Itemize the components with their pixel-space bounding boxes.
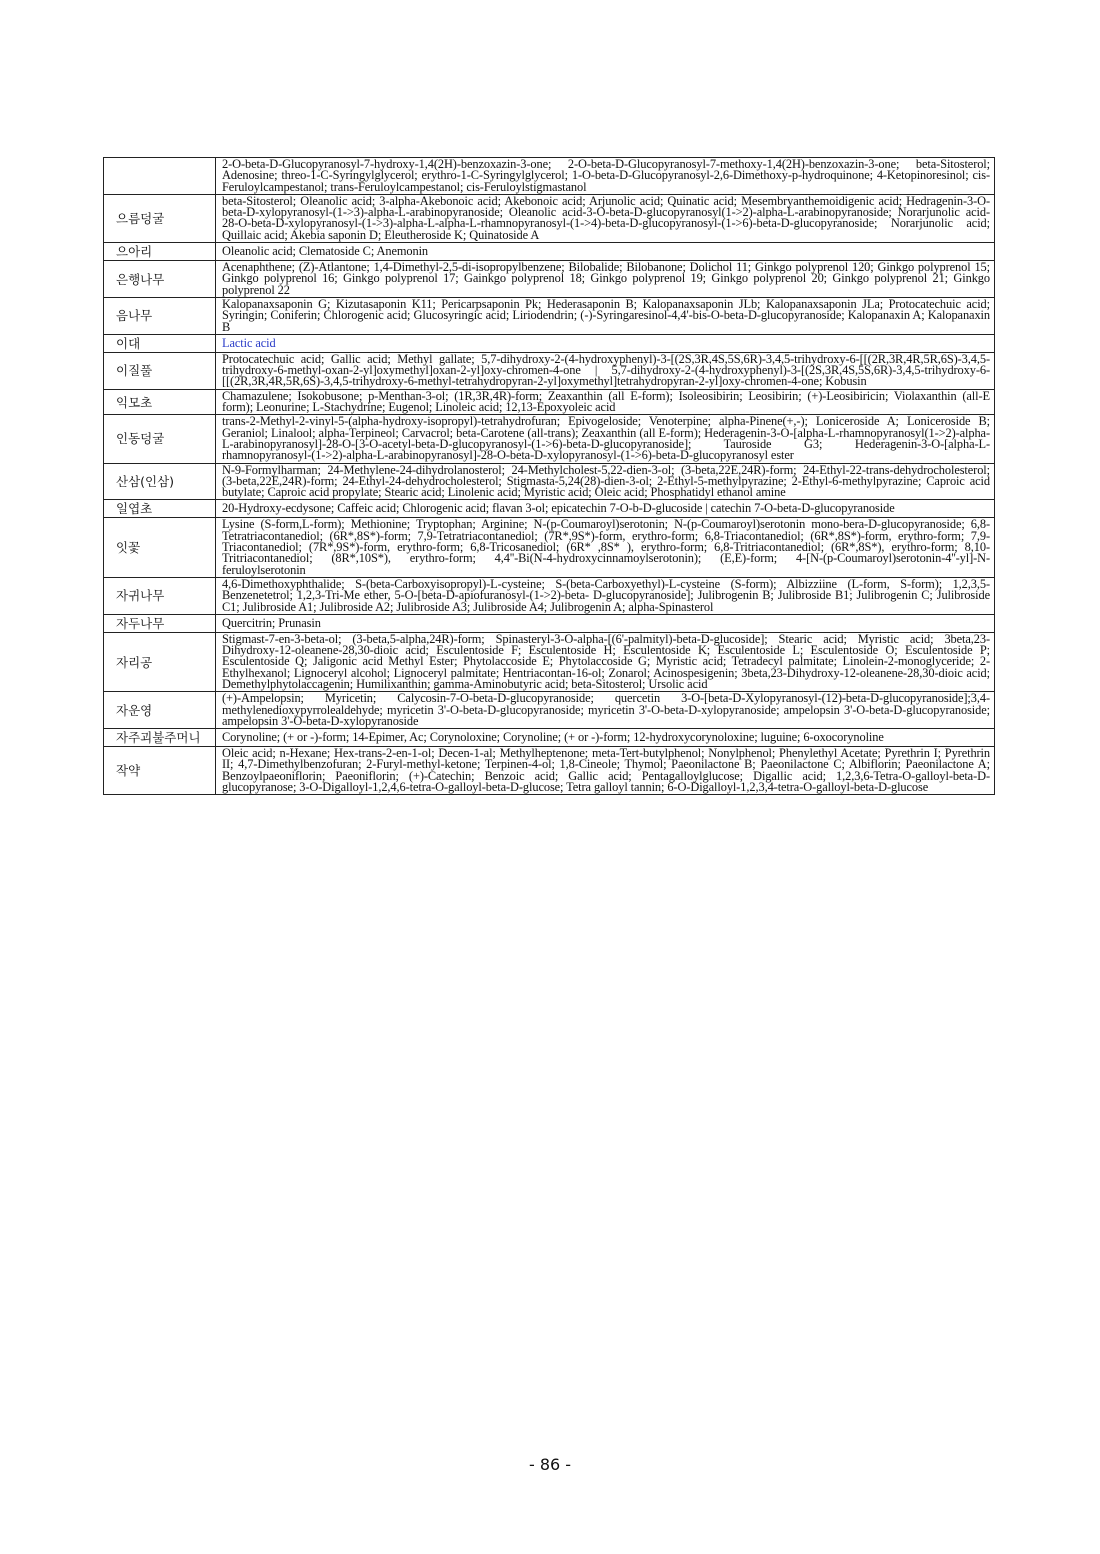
plant-name-cell: 자운영 [104,692,216,729]
compounds-cell: N-9-Formylharman; 24-Methylene-24-dihydrolanosterol; 24-Methylcholest-5,22-dien-3-ol; (3-beta,22E,24R)-form; 24-Ethyl-22-trans-dehydrocholesterol; (3-beta,22E,24R)-form; 24-Ethyl-24-dehydrocholesterol; Stigmasta-5,24(28)-dien-3-ol; 2-Ethyl-5-methylpyrazine; 2-Ethyl-6-methylpyrazine; Caproic acid butylate; Caproic acid propylate; Stearic acid; Linolenic acid; Myristic acid; Oleic acid; Phosphatidyl ethanol amine [216,463,995,500]
compounds-cell: 2-O-beta-D-Glucopyranosyl-7-hydroxy-1,4(2H)-benzoxazin-3-one; 2-O-beta-D-Glucopyranosyl-7-methoxy-1,4(2H)-benzoxazin-3-one; beta-Sitosterol; Adenosine; threo-1-C-Syringylglycerol; erythro-1-C-Syringylglycerol; 1-O-beta-D-Glucopyranosyl-2,6-Dimethoxy-p-hydroquinone; 4-Ketopinoresinol; cis-Feruloylcampestanol; trans-Feruloylcampestanol; cis-Feruloylstigmastanol [216,158,995,195]
table-row [104,243,995,261]
compounds-cell: Acenaphthene; (Z)-Atlantone; 1,4-Dimethyl-2,5-di-isopropylbenzene; Bilobalide; Bilobanone; Dolichol 11; Ginkgo polyprenol 120; Ginkgo polyprenol 15; Ginkgo polyprenol 16; Ginkgo polyprenol 17; Gainkgo polyprenol 18; Ginkgo polyprenol 19; Ginkgo polyprenol 20; Ginkgo polyprenol 21; Ginkgo polyprenol 22 [216,261,995,298]
plant-name-cell: 이질풀 [104,352,216,389]
plant-name-cell: 으름덩굴 [104,194,216,242]
plant-name-cell: 으아리 [104,243,216,261]
compounds-cell: Protocatechuic acid; Gallic acid; Methyl gallate; 5,7-dihydroxy-2-(4-hydroxyphenyl)-3-[(2S,3R,4S,5S,6R)-3,4,5-trihydroxy-6-[[(2R,3R,4R,5R,6S)-3,4,5-trihydroxy-6-methyl-oxan-2-yl]oxymethyl]oxan-2-yl]oxy-chromen-4-one | 5,7-dihydroxy-2-(4-hydroxyphenyl)-3-[(2S,3R,4S,5S,6R)-3,4,5-trihydroxy-6-[[(2R,3R,4R,5R,6S)-3,4,5-trihydroxy-6-methyl-tetrahydropyran-2-yl]oxymethyl]tetrahydropyran-2-yl]oxy-chromen-4-one; Kobusin [216,352,995,389]
compounds-cell: beta-Sitosterol; Oleanolic acid; 3-alpha-Akebonoic acid; Akebonoic acid; Arjunolic acid; Quinatic acid; Mesembryanthemoidigenic acid; Hedragenin-3-O-beta-D-xylopyranosyl-(1->3)-alpha-L-arabinopyranoside; Oleanolic acid-3-O-beta-D-glucopyranosyl(1->2)-alpha-L-arabinopyranoside; Norarjunolic acid-28-O-beta-D-xylopyranosyl-(1->3)-alpha-L-alpha-L-rhamnopyranosyl-(1->4)-beta-D-glucopyranosyl-(1->6)-beta-D-glucopyranoside; Norarjunolic acid; Quillaic acid; Akebia saponin D; Eleutheroside K; Quinatoside A [216,194,995,242]
compounds-cell: Chamazulene; Isokobusone; p-Menthan-3-ol; (1R,3R,4R)-form; Zeaxanthin (all E-form); Isoleosibirin; Leosibirin; (+)-Leosibiricin; Violaxanthin (all-E form); Leonurine; L-Stachydrine; Eugenol; Linoleic acid; 12,13-Epoxyoleic acid [216,389,995,415]
compounds-cell: trans-2-Methyl-2-vinyl-5-(alpha-hydroxy-isopropyl)-tetrahydrofuran; Epivogeloside; Venoterpine; alpha-Pinene(+,-); Loniceroside A; Loniceroside B; Geraniol; Linalool; alpha-Terpineol; Carvacrol; beta-Carotene (all-trans); Zeaxanthin (all E-form); Hederagenin-3-O-[alpha-L-rhamnopyranosyl(1->2)-alpha-L-arabinopyranosyl]-28-O-[3-O-acetyl-beta-D-glucopyranosyl-(1->6)-beta-D-glucopyranoside]; Tauroside G3; Hederagenin-3-O-[alpha-L-rhamnopyranosyl-(1->2)-alpha-L-arabinopyranosyl]-28-O-beta-D-xylopyranosyl-(1->6)-beta-D-glucopyranosyl ester [216,415,995,463]
compound-table-body [104,158,995,795]
compounds-cell: Lactic acid [216,334,995,352]
compound-table-container [103,157,994,795]
table-row [104,352,995,389]
compounds-cell: Kalopanaxsaponin G; Kizutasaponin K11; Pericarpsaponin Pk; Hederasaponin B; Kalopanaxsaponin JLb; Kalopanaxsaponin JLa; Protocatechuic acid; Syringin; Coniferin; Chlorogenic acid; Glucosyringic acid; Liriodendrin; (-)-Syringaresinol-4,4'-bis-O-beta-D-glucopyranoside; Kalopanaxin A; Kalopanaxin B [216,297,995,334]
table-row [104,389,995,415]
plant-name-cell: 익모초 [104,389,216,415]
plant-name-cell: 음나무 [104,297,216,334]
table-row [104,614,995,632]
plant-name-cell: 자귀나무 [104,577,216,614]
table-row [104,500,995,518]
compound-table [103,157,995,795]
compounds-cell: Corynoline; (+ or -)-form; 14-Epimer, Ac; Corynoloxine; Corynoline; (+ or -)-form; 12-hydroxycorynoloxine; luguine; 6-oxocorynoline [216,729,995,747]
table-row [104,463,995,500]
compounds-cell: Oleic acid; n-Hexane; Hex-trans-2-en-1-ol; Decen-1-al; Methylheptenone; meta-Tert-butylphenol; Nonylphenol; Phenylethyl Acetate; Pyrethrin I; Pyrethrin II; 4,7-Dimethylbenzofuran; 2-Furyl-methyl-ketone; Terpinen-4-ol; 1,8-Cineole; Thymol; Paeonilactone B; Paeonilactone C; Albiflorin; Paeonilactone A; Benzoylpaeoniflorin; Paeoniflorin; (+)-Catechin; Benzoic acid; Gallic acid; Pentagalloylglucose; Digallic acid; 1,2,3,6-Tetra-O-galloyl-beta-D-glucopyranose; 3-O-Digalloyl-1,2,4,6-tetra-O-galloyl-beta-D-glucose; Tetra galloyl tannin; 6-O-Digalloyl-1,2,3,4-tetra-O-galloyl-beta-D-glucose [216,747,995,795]
table-row [104,747,995,795]
table-row [104,334,995,352]
plant-name-cell: 자주괴불주머니 [104,729,216,747]
plant-name-cell: 이대 [104,334,216,352]
compounds-cell: Lysine (S-form,L-form); Methionine; Tryptophan; Arginine; N-(p-Coumaroyl)serotonin; N-(p-Coumaroyl)serotonin mono-bera-D-glucopyranoside; 6,8-Tetratriacontanediol; (6R*,8S*)-form; 7,9-Tetratriacontanediol; (7R*,9S*)-form, erythro-form; 6,8-Triacontanediol; (6R*,8S*)-form, erythro-form; 7,9-Triacontanediol; (7R*,9S*)-form, erythro-form; 6,8-Tricosanediol; (6R* ,8S* ), erythro-form; 6,8-Tritriacontanediol; (6R*,8S*), erythro-form; 8,10-Tritriacontanediol; (8R*,10S*), erythro-form; 4,4''-Bi(N-4-hydroxycinnamoylserotonin); (E,E)-form; 4-[N-(p-Coumaroyl)serotonin-4''-yl]-N-feruloylserotonin [216,518,995,577]
plant-name-cell: 작약 [104,747,216,795]
plant-name-cell: 은행나무 [104,261,216,298]
table-row [104,632,995,691]
table-row [104,158,995,195]
table-row [104,194,995,242]
plant-name-cell: 자두나무 [104,614,216,632]
table-row [104,415,995,463]
plant-name-cell: 산삼(인삼) [104,463,216,500]
plant-name-cell: 자리공 [104,632,216,691]
compounds-cell: (+)-Ampelopsin; Myricetin; Calycosin-7-O-beta-D-glucopyranoside; quercetin 3-O-[beta-D-Xylopyranosyl-(12)-beta-D-glucopyranoside];3,4-methylenedioxypyrrolealdehyde; myricetin 3'-O-beta-D-glucopyranoside; myricetin 3'-O-beta-D-xylopyranoside; ampelopsin 3'-O-beta-D-glucopyranoside; ampelopsin 3'-O-beta-D-xylopyranoside [216,692,995,729]
plant-name-cell: 인동덩굴 [104,415,216,463]
plant-name-cell [104,158,216,195]
compounds-cell: 4,6-Dimethoxyphthalide; S-(beta-Carboxyisopropyl)-L-cysteine; S-(beta-Carboxyethyl)-L-cysteine (S-form); Albizziine (L-form, S-form); 1,2,3,5-Benzenetetrol; 1,2,3-Tri-Me ether, 5-O-[beta-D-apiofuranosyl-(1->2)-beta- D-glucopyranoside]; Julibrogenin B; Julibroside B1; Julibrogenin C; Julibroside C1; Julibroside A1; Julibroside A2; Julibroside A3; Julibroside A4; Julibrogenin A; alpha-Spinasterol [216,577,995,614]
compounds-cell: Oleanolic acid; Clematoside C; Anemonin [216,243,995,261]
plant-name-cell: 잇꽃 [104,518,216,577]
compounds-cell: 20-Hydroxy-ecdysone; Caffeic acid; Chlorogenic acid; flavan 3-ol; epicatechin 7-O-b-D-glucoside | catechin 7-O-beta-D-glucopyranoside [216,500,995,518]
table-row [104,577,995,614]
compounds-cell: Stigmast-7-en-3-beta-ol; (3-beta,5-alpha,24R)-form; Spinasteryl-3-O-alpha-[(6'-palmityl)-beta-D-glucoside]; Stearic acid; Myristic acid; 3beta,23-Dihydroxy-12-oleanene-28,30-dioic acid; Esculentoside F; Esculentoside H; Esculentoside K; Esculentoside L; Esculentoside O; Esculentoside P; Esculentoside Q; Jaligonic acid Methyl Ester; Phytolaccoside E; Phytolaccoside G; Myristic acid; Tetradecyl palmitate; Linolein-2-monoglyceride; 2-Ethylhexanol; Lignoceryl alcohol; Lignoceryl palmitate; Hentriacontan-16-ol; Zonarol; Acinospesigenin; 3beta,23-Dihydroxy-12-oleanene-28,30-dioic acid; Demethylphytolaccagenin; Humilixanthin; gamma-Aminobutyric acid; beta-Sitosterol; Ursolic acid [216,632,995,691]
page-number: - 86 - [528,1455,572,1474]
table-row [104,729,995,747]
table-row [104,261,995,298]
table-row [104,692,995,729]
table-row [104,518,995,577]
plant-name-cell: 일엽초 [104,500,216,518]
compounds-cell: Quercitrin; Prunasin [216,614,995,632]
table-row [104,297,995,334]
